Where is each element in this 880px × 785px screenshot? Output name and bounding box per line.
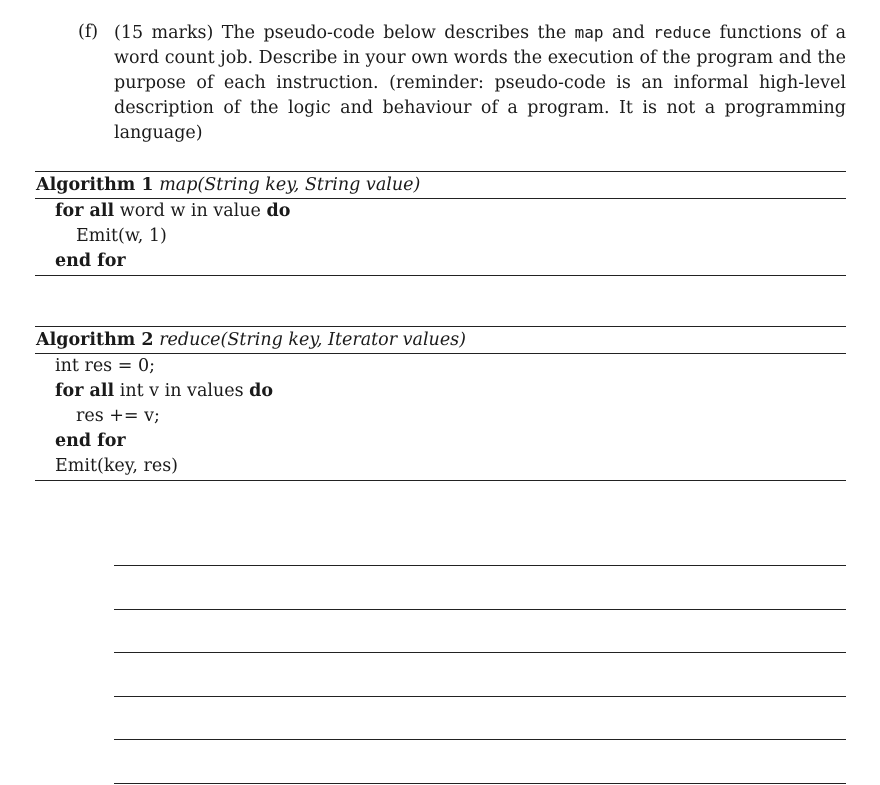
algorithm-1-line-1 [55, 199, 846, 224]
answer-line[interactable] [114, 739, 846, 740]
algorithm-2-caption [35, 327, 846, 353]
answer-line[interactable] [114, 783, 846, 784]
algorithm-1-line-3 [55, 249, 846, 274]
answer-line[interactable] [114, 565, 846, 566]
answer-line[interactable] [114, 609, 846, 610]
algorithm-2-line-5 [55, 454, 846, 479]
question-label: (f) [78, 22, 99, 42]
algorithm-1-label: Algorithm 1 [36, 175, 154, 195]
keyword-for-all: for all [55, 201, 115, 221]
algorithm-2-signature: reduce(String key, Iterator values) [159, 330, 466, 350]
question-text [114, 20, 846, 146]
question-text-part-2: and [603, 23, 654, 43]
question-text-part-1: The pseudo-code below describes the [213, 23, 575, 43]
code-text: int v in values [114, 381, 250, 401]
algorithm-1-bottom-rule [35, 275, 846, 276]
code-reduce: reduce [653, 23, 712, 42]
algorithm-1 [35, 171, 846, 276]
algorithm-2-bottom-rule [35, 480, 846, 481]
algorithm-2-label: Algorithm 2 [36, 330, 154, 350]
keyword-do: do [266, 201, 291, 221]
code-text: Emit(w, 1) [76, 226, 167, 246]
keyword-do: do [249, 381, 274, 401]
keyword-end-for: end for [55, 251, 126, 271]
question-text-part-3: functions of a word count job. Describe in your own words the execution of the program and the purpose of each instruction. (reminder: pseudo-code is an informal high-level description of the logic and behaviour of a program. It is not a programming language) [114, 23, 846, 143]
algorithm-2 [35, 326, 846, 481]
keyword-for-all: for all [55, 381, 115, 401]
code-map: map [574, 23, 604, 42]
algorithm-2-line-2 [55, 379, 846, 404]
code-text: res += v; [76, 406, 160, 426]
algorithm-2-line-1 [55, 354, 846, 379]
algorithm-1-signature: map(String key, String value) [159, 175, 421, 195]
code-text: word w in value [114, 201, 267, 221]
question-block [78, 20, 846, 146]
algorithm-1-body [35, 199, 846, 274]
algorithm-2-line-3 [55, 404, 846, 429]
code-text: Emit(key, res) [55, 456, 179, 476]
keyword-end-for: end for [55, 431, 126, 451]
code-text: int res = 0; [55, 356, 155, 376]
question-marks: (15 marks) [114, 23, 214, 43]
algorithm-2-body [35, 354, 846, 479]
algorithm-1-caption [35, 172, 846, 198]
algorithm-2-line-4 [55, 429, 846, 454]
answer-line[interactable] [114, 696, 846, 697]
algorithm-1-line-2 [55, 224, 846, 249]
answer-line[interactable] [114, 652, 846, 653]
